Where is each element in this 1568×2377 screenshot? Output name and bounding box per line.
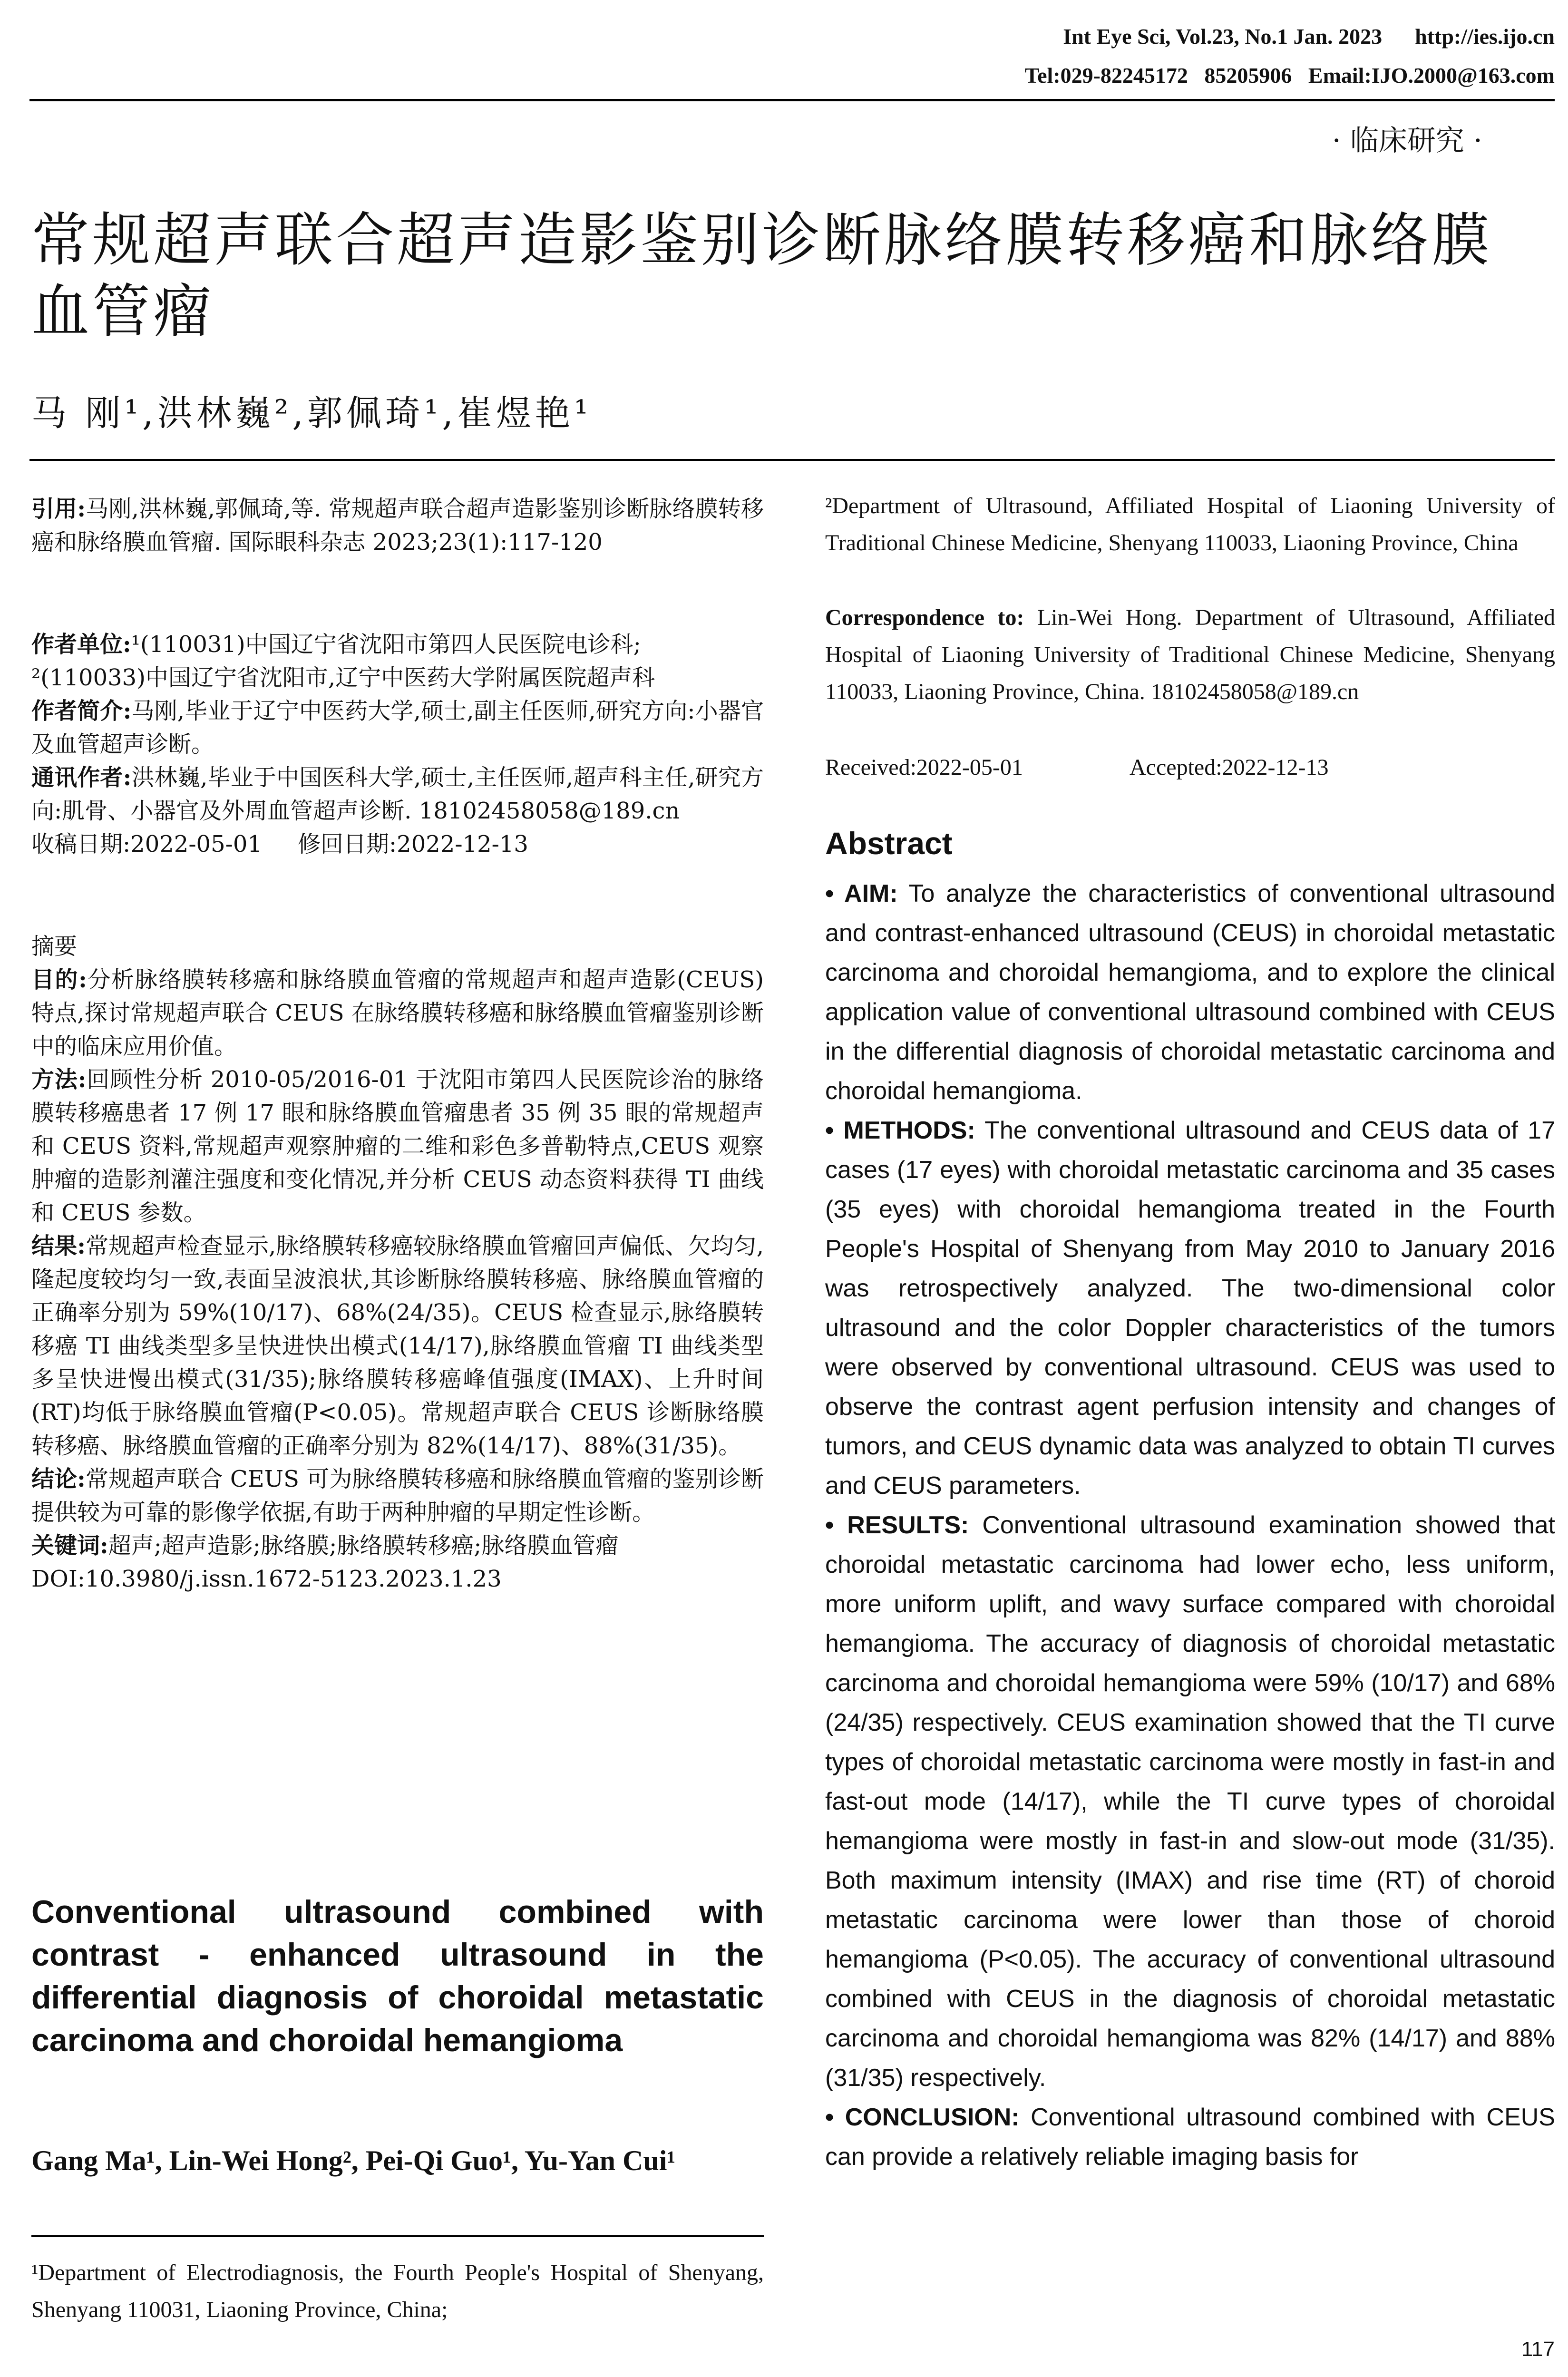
methods-label-en: • METHODS:	[825, 1117, 975, 1144]
correspondence-en	[825, 599, 1555, 711]
english-title: Conventional ultrasound combined with contrast - enhanced ultrasound in the differential diagnosis of choroidal metastatic carcinoma and choroidal hemangioma	[31, 1894, 764, 2058]
abstract-cn-heading: 摘要	[31, 933, 78, 960]
author-affiliations-cn	[31, 628, 764, 861]
abstract-cn	[31, 930, 764, 1596]
aim-label: • AIM:	[825, 880, 898, 907]
correspondence-label: Correspondence to:	[825, 605, 1024, 630]
affiliation-label: 作者单位:	[31, 631, 131, 658]
objective-text: 分析脉络膜转移癌和脉络膜血管瘤的常规超声和超声造影(CEUS)特点,探讨常规超声联合 CEUS 在脉络膜转移癌和脉络膜血管瘤鉴别诊断中的临床应用价值。	[31, 966, 764, 1060]
affiliation-line-1: ¹(110031)中国辽宁省沈阳市第四人民医院电诊科;	[131, 631, 641, 658]
methods-text-en: The conventional ultrasound and CEUS data of 17 cases (17 eyes) with choroidal metastatic carcinoma and 35 cases (35 eyes) with choroidal hemangioma treated in the Fourth People's Hospital of Shenyang from May 2010 to January 2016 was retrospectively analyzed. The two-dimensional color ultrasound and the color Doppler characteristics of the tumors were observed by conventional ultrasound. CEUS was used to observe the contrast agent perfusion intensity and changes of tumors, and CEUS dynamic data was analyzed to obtain TI curves and CEUS parameters.	[825, 1117, 1555, 1500]
results-label-en: • RESULTS:	[825, 1511, 969, 1539]
methods-text-cn: 回顾性分析 2010-05/2016-01 于沈阳市第四人民医院诊治的脉络膜转移癌患者 17 例 17 眼和脉络膜血管瘤患者 35 例 35 眼的常规超声和 CEUS 资料,常规超声观察肿瘤的二维和彩色多普勒特点,CEUS 观察肿瘤的造影剂灌注强度和变化情况,并分析 CEUS 动态资料获得 TI 曲线和 CEUS 参数。	[31, 1066, 764, 1226]
doi: DOI:10.3980/j.issn.1672-5123.2023.1.23	[31, 1566, 502, 1592]
results-text-cn: 常规超声检查显示,脉络膜转移癌较脉络膜血管瘤回声偏低、欠均匀,隆起度较均匀一致,表面呈波浪状,其诊断脉络膜转移癌、脉络膜血管瘤的正确率分别为 59%(10/17)、68%(24/35)。CEUS 检查显示,脉络膜转移癌 TI 曲线类型多呈快进快出模式(14/17),脉络膜血管瘤 TI 曲线类型多呈快进慢出模式(31/35);脉络膜转移癌峰值强度(IMAX)、上升时间(RT)均低于脉络膜血管瘤(P<0.05)。常规超声联合 CEUS 诊断脉络膜转移癌、脉络膜血管瘤的正确率分别为 82%(14/17)、88%(31/35)。	[31, 1233, 764, 1459]
bio-text: 马刚,毕业于辽宁中医药大学,硕士,副主任医师,研究方向:小器官及血管超声诊断。	[31, 698, 764, 758]
correspondent-label: 通讯作者:	[31, 764, 132, 791]
header-rule	[29, 99, 1555, 101]
affiliation-en-1: ¹Department of Electrodiagnosis, the Fourth People's Hospital of Shenyang, Shenyang 110031, Liaoning Province, China;	[31, 2260, 764, 2322]
title-rule	[29, 459, 1555, 461]
conclusion-label-en: • CONCLUSION:	[825, 2104, 1020, 2131]
conclusion-label-cn: 结论:	[31, 1466, 86, 1492]
methods-label-cn: 方法:	[31, 1066, 87, 1093]
keywords-label: 关键词:	[31, 1532, 108, 1559]
authors-chinese: 马 刚¹,洪林巍²,郭佩琦¹,崔煜艳¹	[31, 393, 592, 434]
correspondence-text: Lin-Wei Hong. Department of Ultrasound, Affiliated Hospital of Liaoning University of Traditional Chinese Medicine, Shenyang 110033, Liaoning Province, China. 18102458058@189.cn	[825, 605, 1556, 704]
affiliation-line-2: ²(110033)中国辽宁省沈阳市,辽宁中医药大学附属医院超声科	[31, 664, 655, 691]
conclusion-text-cn: 常规超声联合 CEUS 可为脉络膜转移癌和脉络膜血管瘤的鉴别诊断提供较为可靠的影像学依据,有助于两种肿瘤的早期定性诊断。	[31, 1466, 764, 1526]
citation-text: 马刚,洪林巍,郭佩琦,等. 常规超声联合超声造影鉴别诊断脉络膜转移癌和脉络膜血管瘤. 国际眼科杂志 2023;23(1):117-120	[31, 496, 764, 555]
conclusion-text-en: Conventional ultrasound combined with CEUS can provide a relatively reliable imaging basis for	[825, 2104, 1555, 2171]
citation-label: 引用:	[31, 496, 86, 522]
accepted-date-en: Accepted:2022-12-13	[1130, 755, 1329, 780]
page-number: 117	[1521, 2338, 1555, 2361]
dates-en	[825, 749, 1555, 786]
revised-date-cn: 修回日期:2022-12-13	[298, 831, 528, 857]
objective-label: 目的:	[31, 966, 87, 993]
journal-header-line2: Tel:029-82245172 85205906 Email:IJO.2000@163.com	[1024, 63, 1555, 88]
results-label-cn: 结果:	[31, 1233, 86, 1259]
received-date-en: Received:2022-05-01	[825, 755, 1023, 780]
received-date-cn: 收稿日期:2022-05-01	[31, 831, 262, 857]
keywords-text: 超声;超声造影;脉络膜;脉络膜转移癌;脉络膜血管瘤	[108, 1532, 619, 1559]
abstract-en-heading: Abstract	[825, 826, 953, 861]
results-text-en: Conventional ultrasound examination showed that choroidal metastatic carcinoma had lower echo, less uniform, more uniform uplift, and wavy surface compared with choroidal hemangioma. The accuracy of diagnosis of choroidal metastatic carcinoma and choroidal hemangioma were 59% (10/17) and 68% (24/35) respectively. CEUS examination showed that the TI curve types of choroidal metastatic carcinoma were mostly in fast-in and fast-out mode (14/17), while the TI curve types of choroidal hemangioma were mostly in fast-in and slow-out mode (31/35). Both maximum intensity (IMAX) and rise time (RT) of choroid metastatic carcinoma were lower than those of choroid hemangioma (P<0.05). The accuracy of conventional ultrasound combined with CEUS in the diagnosis of choroidal metastatic carcinoma and choroidal hemangioma was 82% (14/17) and 88% (31/35) respectively.	[825, 1511, 1555, 2092]
affiliation-en-2: ²Department of Ultrasound, Affiliated Hospital of Liaoning University of Traditional Chinese Medicine, Shenyang 110033, Liaoning Province, China	[825, 493, 1555, 555]
english-authors: Gang Ma¹, Lin-Wei Hong², Pei-Qi Guo¹, Yu-Yan Cui¹	[31, 2145, 676, 2176]
footnote-rule	[31, 2235, 764, 2237]
correspondent-text: 洪林巍,毕业于中国医科大学,硕士,主任医师,超声科主任,研究方向:肌骨、小器官及外周血管超声诊断. 18102458058@189.cn	[31, 764, 764, 824]
aim-text: To analyze the characteristics of conventional ultrasound and contrast-enhanced ultrasound (CEUS) in choroidal metastatic carcinoma and choroidal hemangioma, and to explore the clinical application value of conventional ultrasound combined with CEUS in the differential diagnosis of choroidal metastatic carcinoma and choroidal hemangioma.	[825, 880, 1555, 1105]
section-tag: · 临床研究 ·	[1332, 124, 1482, 157]
abstract-en	[825, 874, 1555, 2177]
journal-header-line1: Int Eye Sci, Vol.23, No.1 Jan. 2023 http://ies.ijo.cn	[1063, 24, 1555, 49]
citation	[31, 492, 764, 559]
article-title: 常规超声联合超声造影鉴别诊断脉络膜转移癌和脉络膜血管瘤	[31, 206, 1492, 345]
bio-label: 作者简介:	[31, 698, 132, 724]
